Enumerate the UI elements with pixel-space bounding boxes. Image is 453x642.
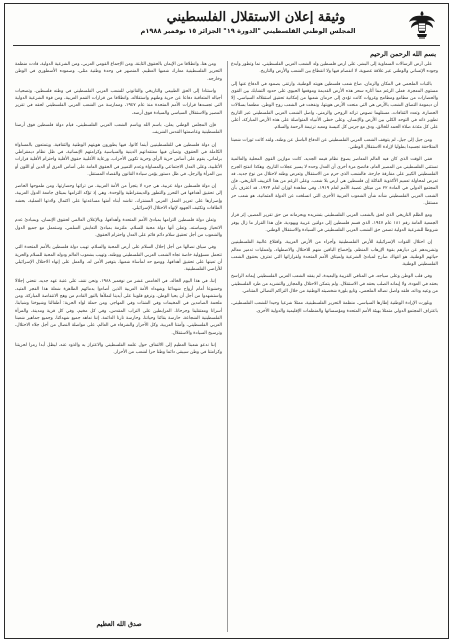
eagle-emblem-icon [408,9,436,41]
document-title: وثيقة إعلان الاستقلال الفلسطيني [166,10,346,25]
paragraph: إننا، في هذا اليوم الخالد، في الخامس عشر من نوفمبر ١٩٨٨، ونحن نقف على عتبة عهد جديد، ننحني إجلالا وخشوعا أمام أرواح شهدائنا وشهداء الأمة العربية الذين أضاءوا بدمائهم الطاهرة شعلة هذا الفجر العتيد، واستشهدوا من أجل أن يحيا الوطن، ونرفع قلوبنا على أيدينا لنملأها بالنور القادم من وهج الانتفاضة المباركة، ومن ملحمة الصامدين في المخيمات وفي الشتات وفي المهاجر، ومن حملة لواء الحرية: أطفالنا وشيوخنا وشبابنا، أسرانا ومعتقلينا وجرحانا، المرابطين على التراب المقدس، وفي كل مخيم، وفي كل قرية ومدينة، والمرأة الفلسطينية الشجاعة، حارسة بقائنا وحياتنا، وحارسة نارنا الدائمة. إننا نعاهد جميع شهدائنا، وجميع جماهير شعبنا العربي الفلسطيني، وأمتنا العربية، وكل الأحرار والشرفاء في العالم، على مواصلة النضال من أجل جلاء الاحتلال، وترسيخ السيادة والاستقلال. [15,279,222,336]
basmala-heading: بسم الله الرحمن الرحيم [370,50,436,58]
text-column-left [15,61,222,632]
paragraph: فإن المجلس الوطني يعلن، باسم الله وباسم الشعب العربي الفلسطيني، قيام دولة فلسطين فوق أرضنا الفلسطينية وعاصمتها القدس الشريف. [15,123,222,136]
document-subtitle: المجلس الوطني الفلسطيني "الدورة ١٩" الجزائر ١٥ نوفمبر ١٩٨٨م [140,27,356,35]
paragraph: إن احتلال القوات الإسرائيلية للأرض الفلسطينية وأجزاء من الأرض العربية، واقتلاع غالبية الفلسطينيين وتشريدهم عن ديارهم بقوة الإرهاب المنظم، وإخضاع الباقين منهم للاحتلال والاضطهاد، ولعمليات تدمير معالم حياتهم الوطنية، هو انتهاك صارخ لمبادئ الشرعية ولميثاق الأمم المتحدة ولقراراتها التي تعترف بحقوق الشعب الفلسطيني الوطنية. [231,240,438,268]
paragraph: ومن هنا، وانطلاقا من الإيمان بالحقوق الثابتة، ومن الإجماع القومي العربي، ومن الشرعية الدولية، قادت منظمة التحرير الفلسطينية معارك شعبها العظيم، المنصهر في وحدة وطنية مثلى، وصموده الأسطوري في الوطن وخارجه. [15,62,222,82]
paragraph: واستنادا إلى الحق الطبيعي والتاريخي والقانوني للشعب العربي الفلسطيني في وطنه فلسطين، وتضحيات أجياله المتعاقبة دفاعا عن حرية وطنهم واستقلاله، وانطلاقا من قرارات القمم العربية، ومن قوة الشرعية الدولية التي تجسدها قرارات الأمم المتحدة منذ عام ١٩٤٧، وممارسة من الشعب العربي الفلسطيني لحقه في تقرير المصير والاستقلال السياسي والسيادة فوق أرضه، [15,88,222,116]
paragraph: إننا ندعو شعبنا العظيم إلى الالتفاف حول علمه الفلسطيني والاعتزاز به والذود عنه، ليظل أبدا رمزا لحريتنا وكرامتنا في وطن سيبقى دائما وطنا حرا لشعب من الأحرار. [15,342,222,356]
paragraph: وفي سياق نضالها من أجل إحلال السلام على أرض المحبة والسلام، تهيب دولة فلسطين بالأمم المتحدة التي تتحمل مسؤولية خاصة تجاه الشعب العربي الفلسطيني ووطنه، وتهيب بشعوب العالم ودوله المحبة للسلام والحرية أن تعينها على تحقيق أهدافها، ووضع حد لمأساة شعبها، بتوفير الأمن له، والعمل على إنهاء الاحتلال الإسرائيلي للأراضي الفلسطينية. [15,245,222,273]
paragraph: وفي قلب الوطن وعلى سياجه، في المنافي القريبة والبعيدة، لم يفقد الشعب العربي الفلسطيني إيمانه الراسخ بحقه في العودة، ولا إيمانه الصلب بحقه في الاستقلال. ولم يتمكن الاحتلال والمجازر والتشريد من طرد الفلسطيني من وعيه وذاته، فلقد واصل نضاله الملحمي، وتابع بلورة شخصيته الوطنية من خلال التراكم النضالي المتنامي. [231,274,438,295]
paragraph: وبلورت الإرادة الوطنية إطارها السياسي، منظمة التحرير الفلسطينية، ممثلا شرعيا وحيدا للشعب الفلسطيني، باعتراف المجتمع الدولي متمثلا بهيئة الأمم المتحدة ومؤسساتها والمنظمات الإقليمية والدولية الأخرى. [231,301,438,314]
declaration-page [4,3,449,639]
text-column-right [231,61,438,632]
closing-phrase: صدق الله العظيم [96,621,142,628]
paragraph: إن دولة فلسطين هي للفلسطينيين أينما كانوا، فيها يطورون هويتهم الوطنية والثقافية، ويتمتعون بالمساواة الكاملة في الحقوق، وتصان فيها معتقداتهم الدينية والسياسية وكرامتهم الإنسانية، في ظل نظام ديمقراطي برلماني، يقوم على أساس حرية الرأي وحرية تكوين الأحزاب، ورعاية الأغلبية حقوق الأقلية واحترام الأقلية قرارات الأغلبية، وعلى العدل الاجتماعي والمساواة وعدم التمييز في الحقوق العامة على أساس العرق أو الدين أو اللون أو بين المرأة والرجل، في ظل دستور يؤمن سيادة القانون والقضاء المستقل. [15,142,222,177]
document-header [5,4,448,44]
paragraph: بالثبات الملحمي في المكان والزمان، صاغ شعب فلسطين هويته الوطنية، وارتقى بصمود في الدفاع عنها إلى مستوى المعجزة. فعلى الرغم مما أثاره سحر هذه الأرض القديمة وموقعها الحيوي على حدود التشابك بين القوى والحضارات من مطامع ومطامح وغزوات كانت تؤدي إلى حرمان شعبها من إمكانية تحقيق استقلاله السياسي، إلا أن ديمومة التصاق الشعب بالأرض هي التي منحت الأرض هويتها، ونفخت في الشعب روح الوطن. مطعما بسلالات الحضارة، وتعدد الثقافات، مستلهما نصوص تراثه الروحي والزمني، واصل الشعب العربي الفلسطيني عبر التاريخ تطوير ذاته في التوحد الكلي بين الأرض والإنسان، وعلى خطى الأنبياء المتواصلة على هذه الأرض المباركة، أعلى على كل مئذنة صلاة الحمد للخالق، ودق مع جرس كل كنيسة ومعبد ترنيمة الرحمة والسلام. [231,81,438,131]
paragraph: ومع الظلم التاريخي الذي لحق بالشعب العربي الفلسطيني بتشريده وبحرمانه من حق تقرير المصير، إثر قرار الجمعية العامة رقم ١٨١ عام ١٩٤٧، الذي قسم فلسطين إلى دولتين عربية ويهودية، فإن هذا القرار ما زال يوفر شروطا للشرعية الدولية تضمن حق الشعب العربي الفلسطيني في السيادة والاستقلال الوطني. [231,213,438,233]
paragraph: ففي الوقت الذي كان فيه العالم المعاصر يصوغ نظام قيمه الجديد، كانت موازين القوى المحلية والعالمية تستثني الفلسطيني من المصير العام، فاتضح مرة أخرى أن العدل وحده لا يسير عجلات التاريخ. وهكذا انفتح الجرح الفلسطيني الكبير على مفارقة جارحة، فالشعب الذي حرم من الاستقلال وتعرض وطنه لاحتلال من نوع جديد، قد تعرض لمحاولة تعميم الأكذوبة القائلة إن فلسطين هي أرض بلا شعب. وعلى الرغم من هذا التزييف التاريخي، فإن المجتمع الدولي في المادة ٢٢ من ميثاق عصبة الأمم لعام ١٩١٩، وفي معاهدة لوزان لعام ١٩٢٣، قد اعترف بأن الشعب العربي الفلسطيني شأنه شأن الشعوب العربية الأخرى التي انسلخت عن الدولة العثمانية، هو شعب حر مستقل. [231,157,438,207]
paragraph: ومن جيل إلى جيل، لم يتوقف الشعب العربي الفلسطيني عن الدفاع الباسل عن وطنه، ولقد كانت ثورات شعبنا المتلاحقة تجسيدا بطوليا لإرادة الاستقلال الوطني. [231,137,438,150]
column-divider [227,61,228,632]
paragraph: على أرض الرسالات السماوية إلى البشر، على أرض فلسطين ولد الشعب العربي الفلسطيني، نما وتطور وأبدع وجوده الإنساني والوطني عبر علاقة عضوية، لا انفصام فيها ولا انقطاع بين الشعب والأرض والتاريخ. [231,62,438,75]
paragraph: وتعلن دولة فلسطين التزامها بمبادئ الأمم المتحدة وأهدافها، وبالإعلان العالمي لحقوق الإنسان، وبمبادئ عدم الانحياز وسياسته، وتعلن أنها دولة محبة للسلام، ملتزمة بمبادئ التعايش السلمي، وستعمل مع جميع الدول والشعوب من أجل تحقيق سلام دائم قائم على العدل واحترام الحقوق. [15,218,222,238]
header-divider [13,45,440,46]
paragraph: إن دولة فلسطين دولة عربية، هي جزء لا يتجزأ من الأمة العربية، من تراثها وحضارتها، ومن طموحها الحاضر إلى تحقيق أهدافها في التحرر والتطور والديمقراطية والوحدة. وهي إذ تؤكد التزامها بميثاق جامعة الدول العربية، وإصرارها على تعزيز العمل العربي المشترك، تناشد أبناء أمتها مساعدتها على اكتمال ولادتها العملية، بحشد الطاقات وتكثيف الجهود لإنهاء الاحتلال الإسرائيلي. [15,184,222,212]
